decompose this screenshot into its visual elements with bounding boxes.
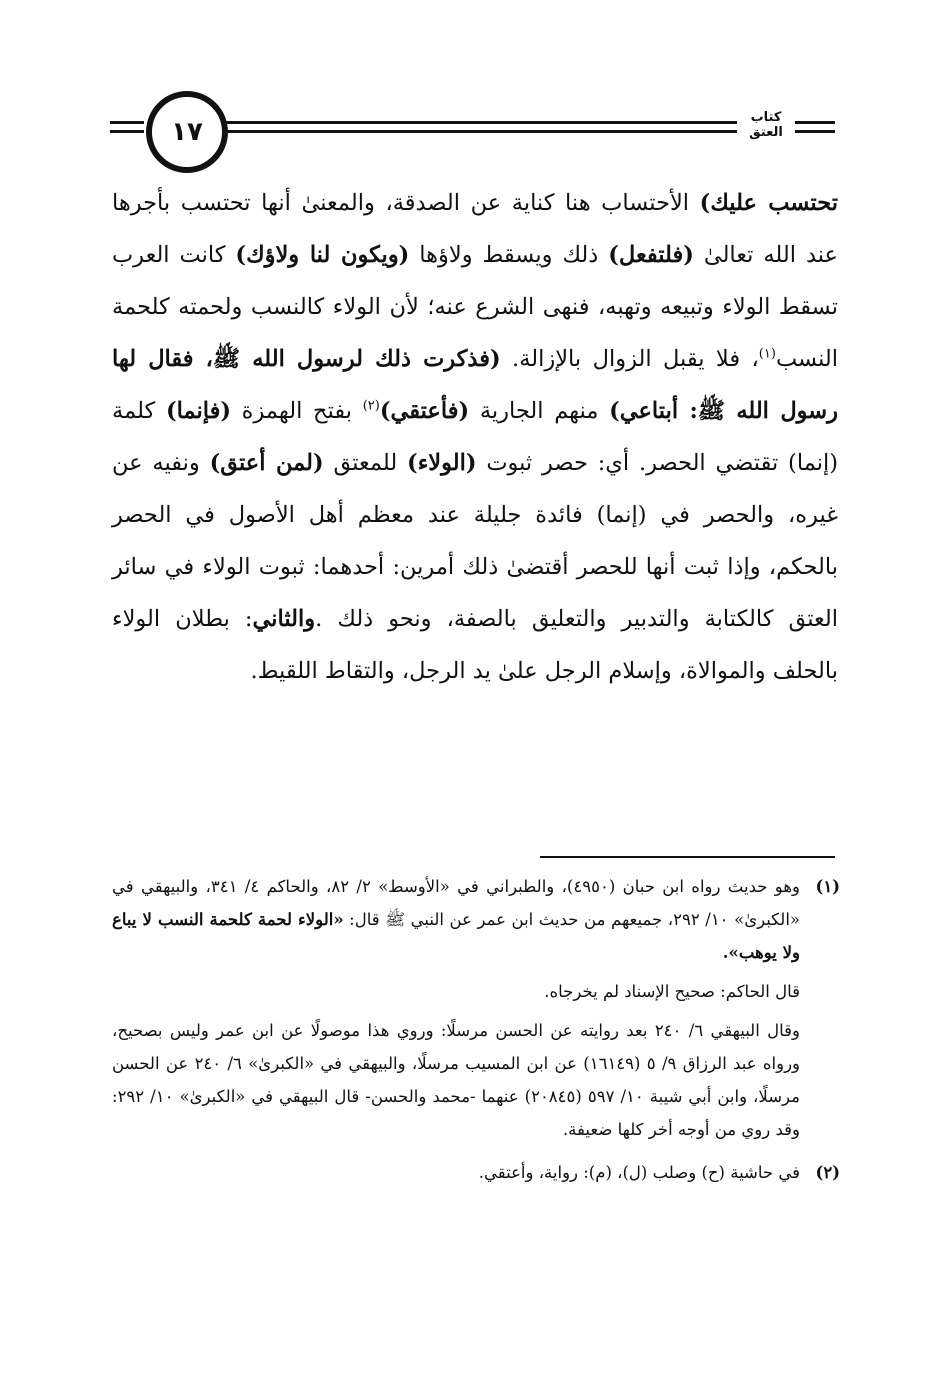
header-rule xyxy=(110,130,144,133)
footnote-2 xyxy=(112,1156,840,1195)
quoted-hadith-text: (فذكرت ذلك لرسول الله ﷺ، فقال لها رسول الله ﷺ: أبتاعي) xyxy=(112,346,839,424)
commentary-text: ذلك ويسقط ولاؤها xyxy=(409,242,609,268)
footnote-separator xyxy=(540,856,835,858)
footnote-quoted-hadith: «الولاء لحمة كلحمة النسب لا يباع ولا يوهب». xyxy=(112,910,800,962)
footnote-ref-1: (١) xyxy=(758,346,776,362)
page-number: ١٧ xyxy=(146,91,228,173)
footnote-paragraph: وقال البيهقي ٦/ ٢٤٠ بعد روايته عن الحسن مرسلًا: وروي هذا موصولًا عن ابن عمر وليس بصحيح، ورواه عبد الرزاق ٩/ ٥ (١٦١٤٩) عن ابن المسيب مرسلًا، والبيهقي في «الكبرىٰ» ٦/ ٢٤٠ عن الحسن مرسلًا، وابن أبي شيبة ١٠/ ٥٩٧ (٢٠٨٤٥) عنهما -محمد والحسن- قال البيهقي في «الكبرىٰ» ١٠/ ٢٩٢: وقد روي من أوجه أخر كلها ضعيفة. xyxy=(112,1021,801,1139)
footnote-body xyxy=(112,1156,800,1195)
header-rule xyxy=(225,130,737,133)
footnote-paragraph: قال الحاكم: صحيح الإسناد لم يخرجاه. xyxy=(544,982,800,1001)
quoted-hadith-text: (فلتفعل) xyxy=(608,242,694,268)
page-header xyxy=(110,90,835,176)
commentary-text: كلمة (إنما) تقتضي الحصر. أي: حصر ثبوت xyxy=(112,398,838,476)
commentary-text: بفتح الهمزة xyxy=(230,398,363,424)
header-rule xyxy=(795,121,835,124)
footnote-ref-2: (٢) xyxy=(362,398,380,414)
header-rule xyxy=(110,121,144,124)
quoted-hadith-text: (فإنما) xyxy=(165,398,231,424)
bold-term: والثاني xyxy=(252,606,316,632)
commentary-text: الأحتساب هنا كناية عن الصدقة، والمعنىٰ أنها تحتسب بأجرها عند الله تعالىٰ xyxy=(112,190,838,268)
footnotes xyxy=(112,870,840,1199)
footnote-number: (٢) xyxy=(815,1163,840,1182)
quoted-hadith-text: (ويكون لنا ولاؤك) xyxy=(235,242,410,268)
header-rule xyxy=(795,130,835,133)
footnote-number: (١) xyxy=(815,877,840,896)
commentary-text: كانت العرب تسقط الولاء وتبيعه وتهبه، فنهى الشرع عنه؛ لأن الولاء كالنسب ولحمته كلحمة النسب xyxy=(112,242,838,372)
footnote-text: وهو حديث رواه ابن حبان (٤٩٥٠)، والطبراني في «الأوسط» ٢/ ٨٢، والحاكم ٤/ ٣٤١، والبيهقي في «الكبرىٰ» ١٠/ ٢٩٢، جميعهم من حديث ابن عمر عن النبي ﷺ قال: xyxy=(112,877,801,929)
footnote-1 xyxy=(112,870,840,1152)
running-title: كتاب العتق xyxy=(749,110,783,140)
commentary-text: ، فلا يقبل الزوال بالإزالة. xyxy=(500,346,759,372)
header-rule xyxy=(225,121,737,124)
footnote-paragraph: في حاشية (ح) وصلب (ل)، (م): رواية، وأعتقي. xyxy=(478,1163,800,1182)
quoted-hadith-text: (الولاء) xyxy=(407,450,477,476)
quoted-hadith-text: تحتسب عليك) xyxy=(699,190,838,216)
commentary-text: للمعتق xyxy=(323,450,408,476)
commentary-text: منهم الجارية xyxy=(469,398,610,424)
main-text xyxy=(112,177,838,697)
quoted-hadith-text: (لمن أعتق) xyxy=(209,450,324,476)
commentary-text: : بطلان الولاء بالحلف والموالاة، وإسلام الرجل علىٰ يد الرجل، والتقاط اللقيط. xyxy=(112,606,838,684)
quoted-hadith-text: (فأعتقي) xyxy=(379,398,470,424)
commentary-text: ونفيه عن غيره، والحصر في (إنما) فائدة جليلة عند معظم أهل الأصول في الحصر بالحكم، وإذا ثبت أنها للحصر أقتضىٰ ذلك أمرين: أحدهما: ثبوت الولاء في سائر العتق كالكتابة والتدبير والتعليق بالصفة، ونحو ذلك . xyxy=(112,450,838,632)
footnote-paragraph xyxy=(112,870,800,969)
footnote-body xyxy=(112,870,800,1152)
